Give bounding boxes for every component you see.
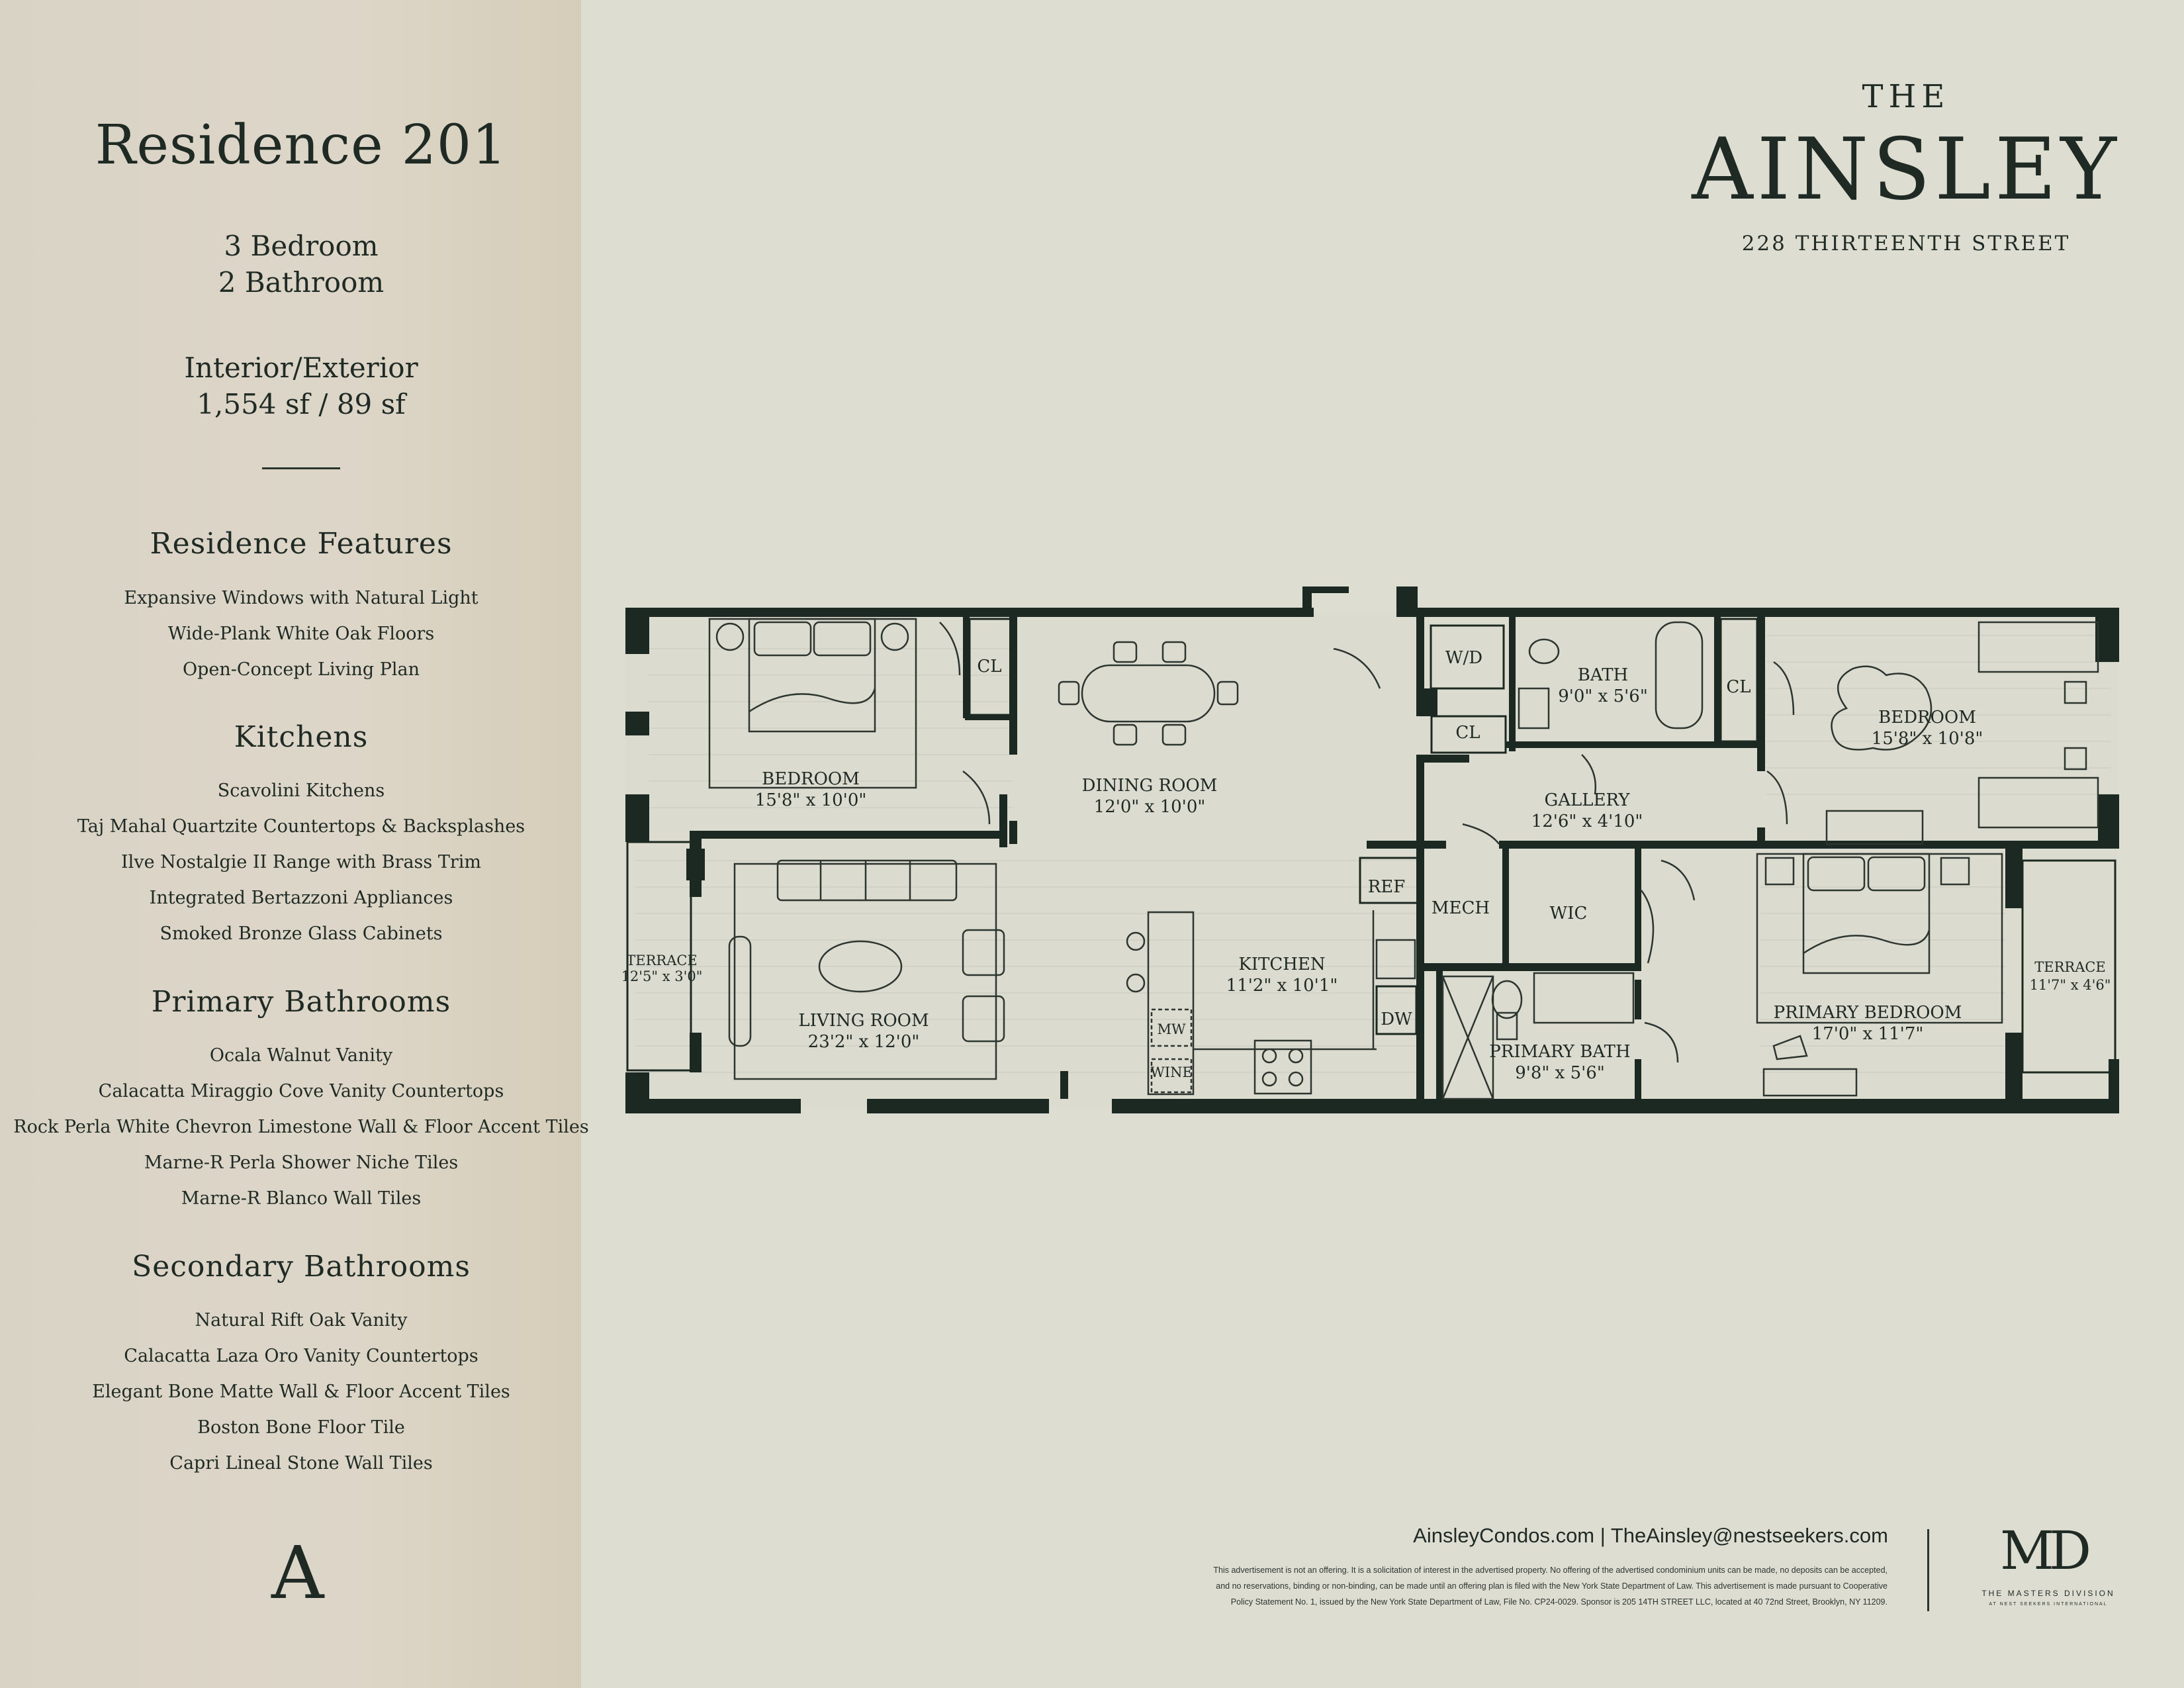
footer-divider	[1927, 1529, 1929, 1611]
legal-line: Policy Statement No. 1, issued by the New York State Department of Law, File No. CP24-0029. Sponsor is 205 14TH STREET LLC, located at 40 72nd Street, Brooklyn, NY 11209.	[1230, 1597, 1888, 1607]
room-dimension: 15'8" x 10'8"	[1871, 729, 1983, 749]
room-dimension: 9'8" x 5'6"	[1515, 1063, 1605, 1083]
feature-item: Ilve Nostalgie II Range with Brass Trim	[121, 852, 481, 872]
appliance-label: MW	[1157, 1021, 1186, 1037]
room-dimension: 12'6" x 4'10"	[1531, 812, 1643, 831]
room-label: BEDROOM	[1878, 708, 1976, 727]
feature-item: Marne-R Blanco Wall Tiles	[181, 1188, 422, 1209]
room-dimension: 12'5" x 3'0"	[621, 968, 703, 984]
room-dimension: 9'0" x 5'6"	[1558, 686, 1648, 706]
room-label: PRIMARY BATH	[1489, 1042, 1631, 1062]
brand-name: AINSLEY	[1692, 120, 2120, 219]
feature-item: Ocala Walnut Vanity	[209, 1045, 393, 1066]
room-label: BEDROOM	[762, 769, 860, 789]
feature-item: Boston Bone Floor Tile	[197, 1417, 405, 1438]
feature-item: Wide-Plank White Oak Floors	[167, 624, 435, 644]
masters-division-subtitle: AT NEST SEEKERS INTERNATIONAL	[1989, 1602, 2108, 1607]
room-label: PRIMARY BEDROOM	[1773, 1003, 1962, 1023]
area-label: Interior/Exterior	[184, 352, 418, 384]
room-dimension: 11'2" x 10'1"	[1226, 976, 1338, 996]
room-label: MECH	[1431, 898, 1490, 918]
feature-item: Scavolini Kitchens	[217, 780, 385, 801]
room-label: WIC	[1549, 904, 1588, 923]
masters-division-logo: MD	[2000, 1520, 2087, 1581]
room-label: GALLERY	[1544, 790, 1630, 810]
legal-line: and no reservations, binding or non-binding, can be made until an offering plan is filed with the New York State Department of Law. This advertisement is made pursuant to Cooperative	[1216, 1581, 1888, 1591]
feature-item: Rock Perla White Chevron Limestone Wall & Floor Accent Tiles	[13, 1117, 589, 1137]
appliance-label: DW	[1381, 1009, 1412, 1029]
room-label: DINING ROOM	[1081, 776, 1218, 796]
section-heading-kitchens: Kitchens	[234, 720, 369, 754]
closet-label: CL	[977, 657, 1002, 677]
section-heading-secondary-bathrooms: Secondary Bathrooms	[132, 1250, 471, 1284]
feature-item: Marne-R Perla Shower Niche Tiles	[144, 1152, 459, 1173]
closet-label: CL	[1455, 723, 1480, 743]
room-label: BATH	[1577, 665, 1629, 685]
closet-label: CL	[1726, 677, 1751, 697]
ainsley-monogram-logo: A	[271, 1530, 324, 1615]
residence-title: Residence 201	[95, 114, 508, 177]
room-label: KITCHEN	[1238, 955, 1326, 974]
room-dimension: 15'8" x 10'0"	[754, 790, 867, 810]
contact-line: AinsleyCondos.com | TheAinsley@nestseekers.com	[1413, 1524, 1888, 1547]
feature-item: Smoked Bronze Glass Cabinets	[159, 923, 443, 944]
bedroom-count: 3 Bedroom	[224, 230, 379, 262]
section-heading-primary-bathrooms: Primary Bathrooms	[151, 985, 451, 1019]
appliance-label: WINE	[1150, 1064, 1193, 1080]
feature-item: Taj Mahal Quartzite Countertops & Backsplashes	[77, 816, 525, 837]
feature-item: Open-Concept Living Plan	[182, 659, 420, 680]
room-dimension: 11'7" x 4'6"	[2029, 977, 2111, 993]
legal-disclaimer	[1079, 1562, 1888, 1610]
legal-line: This advertisement is not an offering. It is a solicitation of interest in the advertised property. No offering of the advertised condominium units can be made, no deposits can be accepted,	[1213, 1566, 1888, 1575]
room-label: TERRACE	[626, 953, 698, 968]
section-heading-residence-features: Residence Features	[150, 527, 453, 561]
feature-item: Calacatta Laza Oro Vanity Countertops	[124, 1346, 478, 1366]
room-label: TERRACE	[2034, 959, 2106, 975]
room-dimension: 17'0" x 11'7"	[1811, 1024, 1924, 1044]
brand-address: 228 THIRTEENTH STREET	[1741, 232, 2071, 256]
room-dimension: 23'2" x 12'0"	[807, 1032, 920, 1052]
feature-item: Natural Rift Oak Vanity	[195, 1310, 408, 1331]
feature-item: Calacatta Miraggio Cove Vanity Countertops	[98, 1081, 504, 1102]
bathroom-count: 2 Bathroom	[218, 266, 385, 299]
feature-item: Integrated Bertazzoni Appliances	[149, 888, 453, 908]
feature-item: Elegant Bone Matte Wall & Floor Accent Tiles	[92, 1382, 510, 1402]
room-label: LIVING ROOM	[798, 1011, 929, 1031]
area-value: 1,554 sf / 89 sf	[197, 388, 406, 420]
feature-item: Expansive Windows with Natural Light	[124, 588, 478, 608]
laundry-label: W/D	[1445, 648, 1483, 668]
room-dimension: 12'0" x 10'0"	[1093, 797, 1206, 817]
appliance-label: REF	[1367, 877, 1406, 897]
feature-item: Capri Lineal Stone Wall Tiles	[169, 1453, 433, 1474]
masters-division-name: THE MASTERS DIVISION	[1981, 1589, 2115, 1598]
brand-the: THE	[1862, 78, 1950, 115]
